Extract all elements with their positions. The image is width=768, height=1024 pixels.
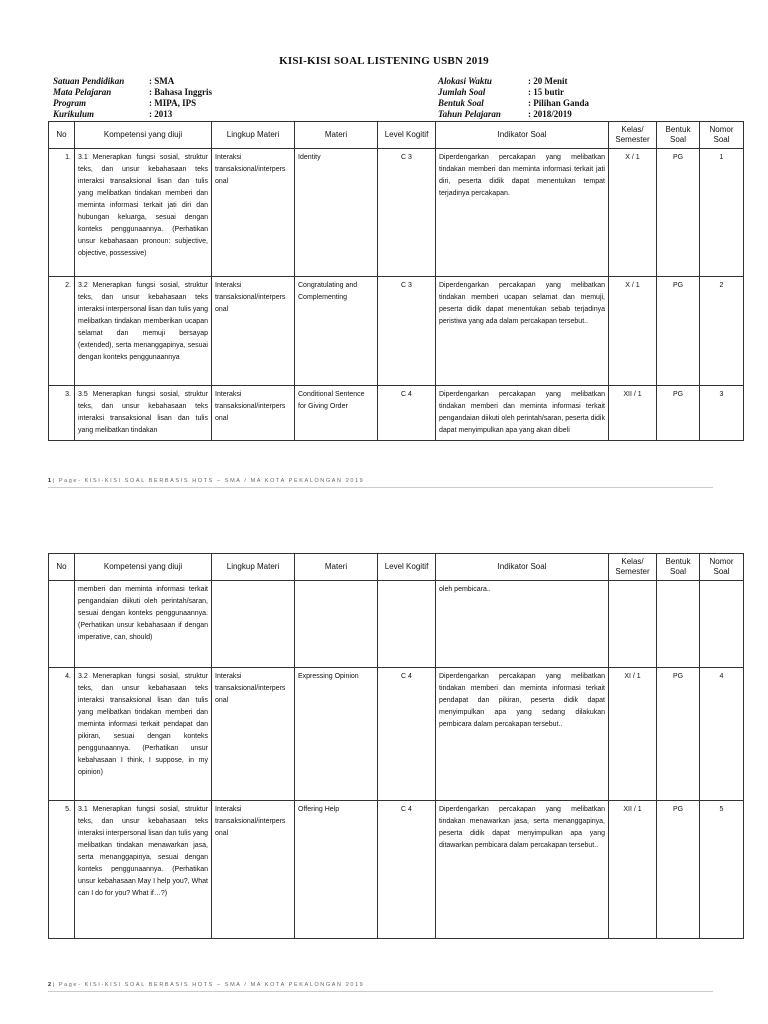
meta-right	[438, 76, 589, 120]
meta-value: : 15 butir	[528, 87, 564, 97]
cell-bentuk: PG	[657, 668, 700, 801]
footer-text: | Page- KISI-KISI SOAL BERBASIS HOTS – SMA / MA KOTA PEKALONGAN 2019	[52, 982, 365, 988]
cell-indikator: oleh pembicara..	[436, 581, 609, 668]
cell-bentuk: PG	[657, 801, 700, 939]
table-row	[49, 801, 744, 939]
cell-indikator: Diperdengarkan percakapan yang melibatkan tindakan memberi ucapan selamat dan memuji, peserta didik dapat menentukan sebab terjadinya peristiwa yang ada dalam percakapan tersebut..	[436, 277, 609, 386]
page-footer	[48, 982, 713, 992]
cell-lingkup: Interaksi transaksional/interpers onal	[212, 149, 295, 277]
cell-lingkup: Interaksi transaksional/interpers onal	[212, 801, 295, 939]
cell-materi: Conditional Sentence for Giving Order	[295, 386, 378, 441]
header-kelas: Kelas/ Semester	[609, 122, 657, 149]
header-kompetensi: Kompetensi yang diuji	[75, 122, 212, 149]
meta-value: : 20 Menit	[528, 76, 568, 86]
header-materi: Materi	[295, 122, 378, 149]
header-indikator: Indikator Soal	[436, 554, 609, 581]
cell-level	[378, 581, 436, 668]
table-row	[49, 149, 744, 277]
table-header-row	[49, 554, 744, 581]
header-level: Level Kogitif	[378, 122, 436, 149]
page-number: 1	[48, 478, 53, 484]
header-kompetensi: Kompetensi yang diuji	[75, 554, 212, 581]
header-kelas: Kelas/ Semester	[609, 554, 657, 581]
header-lingkup: Lingkup Materi	[212, 122, 295, 149]
cell-level: C 4	[378, 801, 436, 939]
page-number: 2	[48, 982, 53, 988]
cell-no: 4.	[49, 668, 75, 801]
page-title: KISI-KISI SOAL LISTENING USBN 2019	[279, 55, 489, 67]
meta-label: Program	[53, 98, 87, 108]
cell-nomor: 5	[700, 801, 744, 939]
meta-row	[53, 109, 212, 120]
meta-value: : 2018/2019	[528, 109, 572, 119]
header-bentuk: Bentuk Soal	[657, 554, 700, 581]
cell-no: 1.	[49, 149, 75, 277]
meta-label: Tahun Pelajaran	[438, 109, 501, 119]
cell-kelas: XI / 1	[609, 668, 657, 801]
header-no: No	[49, 122, 75, 149]
header-lingkup: Lingkup Materi	[212, 554, 295, 581]
meta-value: : Pilihan Ganda	[528, 98, 590, 108]
cell-level: C 4	[378, 668, 436, 801]
cell-materi: Expressing Opinion	[295, 668, 378, 801]
table-row	[49, 277, 744, 386]
meta-row	[53, 76, 212, 87]
cell-indikator: Diperdengarkan percakapan yang melibatkan tindakan memberi dan meminta informasi terkait jati diri, peserta didik dapat menentukan tempat terjadinya percakapan.	[436, 149, 609, 277]
table-row	[49, 668, 744, 801]
meta-label: Bentuk Soal	[438, 98, 484, 108]
cell-level: C 4	[378, 386, 436, 441]
header-materi: Materi	[295, 554, 378, 581]
header-indikator: Indikator Soal	[436, 122, 609, 149]
footer-text: | Page- KISI-KISI SOAL BERBASIS HOTS – SMA / MA KOTA PEKALONGAN 2019	[52, 478, 365, 484]
cell-nomor: 2	[700, 277, 744, 386]
cell-bentuk: PG	[657, 149, 700, 277]
meta-value: : 2013	[149, 109, 173, 119]
cell-kompetensi: 3.2 Menerapkan fungsi sosial, struktur teks, dan unsur kebahasaan teks interaksi transaksional lisan dan tulis yang melibatkan tindakan memberi dan meminta informasi terkait pendapat dan pikiran, sesuai dengan konteks penggunaannya. (Perhatikan unsur kebahasaan I think, I suppose, in my opinion)	[75, 668, 212, 801]
meta-left	[53, 76, 212, 120]
cell-kelas	[609, 581, 657, 668]
cell-lingkup: Interaksi transaksional/interpers onal	[212, 386, 295, 441]
cell-no: 2.	[49, 277, 75, 386]
cell-level: C 3	[378, 149, 436, 277]
cell-indikator: Diperdengarkan percakapan yang melibatkan tindakan menawarkan jasa, serta menanggapinya, peserta didik dapat menyimpulkan apa yang ditawarkan pembicara dalam percakapan tersebut..	[436, 801, 609, 939]
cell-kompetensi: 3.1 Menerapkan fungsi sosial, struktur teks, dan unsur kebahasaan teks interaksi transaksional lisan dan tulis yang melibatkan tindakan memberi dan meminta informasi terkait jati diri dan hubungan keluarga, sesuai dengan konteks penggunaannya. (Perhatikan unsur kebahasaan pronoun: subjective, objective, possessive)	[75, 149, 212, 277]
cell-no: 3.	[49, 386, 75, 441]
meta-row	[438, 76, 589, 87]
cell-kelas: XII / 1	[609, 386, 657, 441]
meta-label: Alokasi Waktu	[438, 76, 492, 86]
header-bentuk: Bentuk Soal	[657, 122, 700, 149]
cell-nomor: 3	[700, 386, 744, 441]
cell-lingkup: Interaksi transaksional/interpers onal	[212, 277, 295, 386]
cell-kelas: X / 1	[609, 149, 657, 277]
meta-row	[438, 98, 589, 109]
table-row	[49, 386, 744, 441]
header-nomor: Nomor Soal	[700, 554, 744, 581]
meta-label: Jumlah Soal	[438, 87, 486, 97]
header-no: No	[49, 554, 75, 581]
cell-no	[49, 581, 75, 668]
cell-level: C 3	[378, 277, 436, 386]
cell-bentuk: PG	[657, 277, 700, 386]
cell-bentuk: PG	[657, 386, 700, 441]
cell-lingkup: Interaksi transaksional/interpers onal	[212, 668, 295, 801]
cell-materi: Offering Help	[295, 801, 378, 939]
cell-nomor	[700, 581, 744, 668]
meta-row	[53, 87, 212, 98]
table-header-row	[49, 122, 744, 149]
meta-row	[438, 109, 589, 120]
kisi-table-page1	[48, 121, 744, 441]
kisi-table-page2	[48, 553, 744, 939]
meta-label: Mata Pelajaran	[53, 87, 112, 97]
cell-kompetensi: memberi dan meminta informasi terkait pengandaian diikuti oleh perintah/saran, sesuai dengan konteks penggunaannya. (Perhatikan unsur kebahasaan if dengan imperative, can, should)	[75, 581, 212, 668]
table-row	[49, 581, 744, 668]
meta-row	[53, 98, 212, 109]
meta-value: : MIPA, IPS	[149, 98, 197, 108]
cell-kompetensi: 3.1 Menerapkan fungsi sosial, struktur teks, dan unsur kebahasaan teks interaksi interpersonal lisan dan tulis yang melibatkan tindakan menawarkan jasa, serta menanggapinya, sesuai dengan konteks penggunaannya. (Perhatikan unsur kebahasaan May I help you?, What can I do for you? What if…?)	[75, 801, 212, 939]
cell-indikator: Diperdengarkan percakapan yang melibatkan tindakan memberi dan meminta informasi terkait pendapat dan pikiran, peserta didik dapat menyimpulkan apa yang sedang dilakukan pembicara dalam percakapan tersebut..	[436, 668, 609, 801]
cell-nomor: 1	[700, 149, 744, 277]
meta-value: : Bahasa Inggris	[149, 87, 213, 97]
cell-materi: Congratulating and Complementing	[295, 277, 378, 386]
header-nomor: Nomor Soal	[700, 122, 744, 149]
meta-label: Satuan Pendidikan	[53, 76, 125, 86]
cell-nomor: 4	[700, 668, 744, 801]
meta-value: : SMA	[149, 76, 175, 86]
meta-row	[438, 87, 589, 98]
cell-lingkup	[212, 581, 295, 668]
cell-no: 5.	[49, 801, 75, 939]
meta-label: Kurikulum	[53, 109, 95, 119]
cell-materi: Identity	[295, 149, 378, 277]
cell-kelas: XII / 1	[609, 801, 657, 939]
cell-kompetensi: 3.5 Menerapkan fungsi sosial, struktur teks, dan unsur kebahasaan teks interaksi transaksional lisan dan tulis yang melibatkan tindakan	[75, 386, 212, 441]
cell-materi	[295, 581, 378, 668]
header-level: Level Kogitif	[378, 554, 436, 581]
page-footer	[48, 478, 713, 488]
cell-indikator: Diperdengarkan percakapan yang melibatkan tindakan memberi dan meminta informasi terkait pengandaian diikuti oleh perintah/saran, peserta didik dapat menyimpulkan apa yang akan dibeli	[436, 386, 609, 441]
cell-bentuk	[657, 581, 700, 668]
cell-kelas: X / 1	[609, 277, 657, 386]
cell-kompetensi: 3.2 Menerapkan fungsi sosial, struktur teks, dan unsur kebahasaan teks interaksi interpersonal lisan dan tulis yang melibatkan tindakan memberikan ucapan selamat dan memuji bersayap (extended), serta menanggapinya, sesuai dengan konteks penggunaannya	[75, 277, 212, 386]
